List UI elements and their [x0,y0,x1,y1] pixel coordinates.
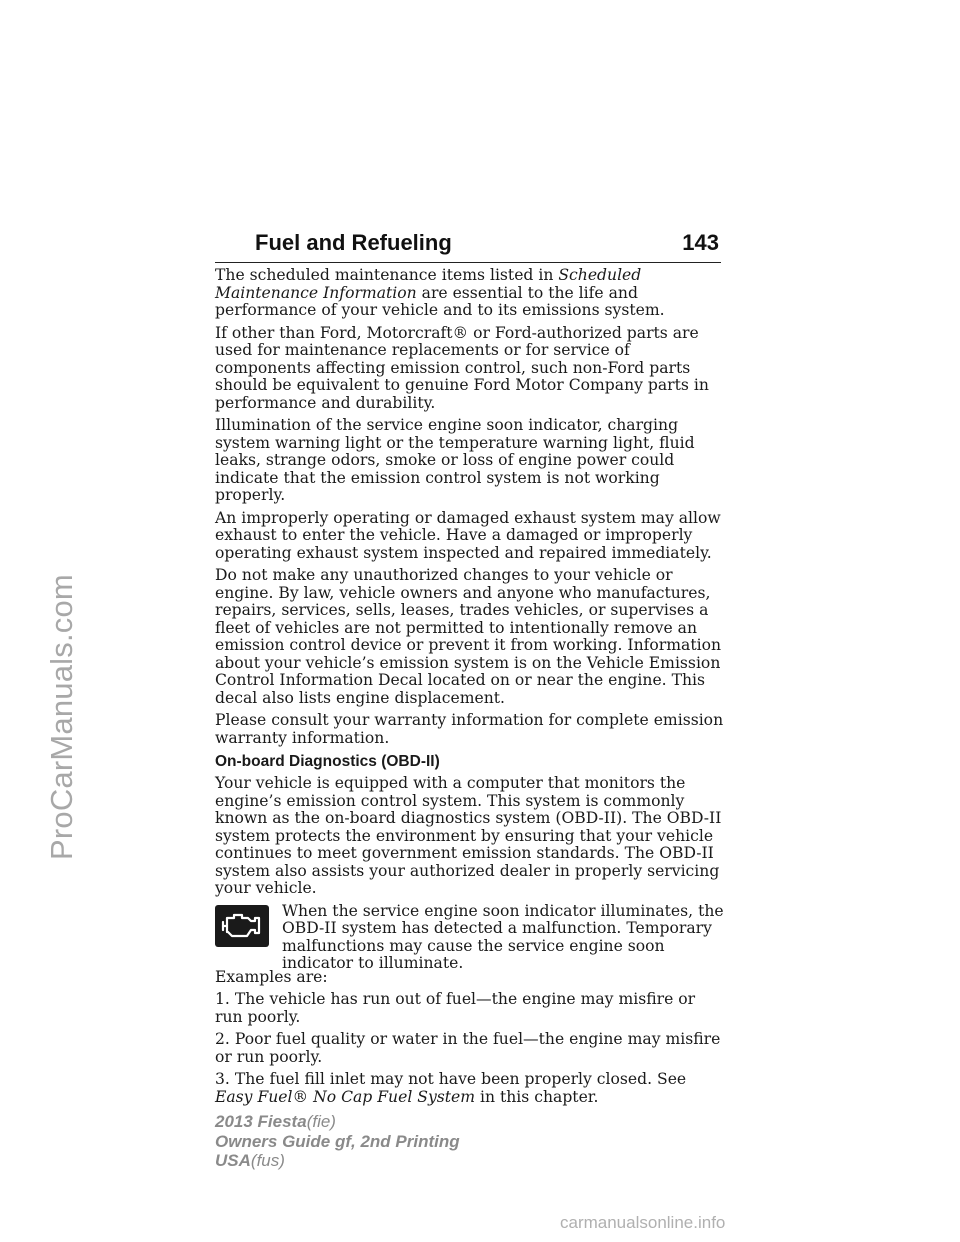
paragraph-obd-description: Your vehicle is equipped with a computer that monitors the engine’s emission control system. This system is commonly known as the on-board diagnostics system (OBD-II). The OBD-II system protects the environment by ensuring that your vehicle continues to meet government emission standards. The OBD-II system also assists your authorized dealer in properly servicing your vehicle. [215,774,722,897]
indicator-paragraph [215,903,727,973]
paragraph-maintenance: The scheduled maintenance items listed in Scheduled Maintenance Information are essential to the life and performance of your vehicle and to its emissions system. [215,266,665,319]
list-item-1: 1. The vehicle has run out of fuel—the engine may misfire or run poorly. [215,990,696,1026]
list-item-3: 3. The fuel fill inlet may not have been properly closed. See Easy Fuel® No Cap Fuel System in this chapter. [215,1070,687,1106]
side-watermark-text: ProCarManuals.com [44,574,79,860]
bottom-watermark: carmanualsonline.info [560,1213,726,1232]
check-engine-icon [215,905,269,947]
examples-label: Examples are: [215,967,328,986]
paragraph-unauthorized-changes: Do not make any unauthorized changes to your vehicle or engine. By law, vehicle owners and anyone who manufactures, repairs, services, sells, leases, trades vehicles, or supervises a fleet of vehicles are not permitted to intentionally remove an emission control device or prevent it from working. Information about your vehicle’s emission system is on the Vehicle Emission Control Information Decal located on or near the engine. This decal also lists engine displacement. [215,566,722,707]
page-header [215,228,721,263]
page-footer [215,1112,460,1171]
cross-reference-link: Easy Fuel® No Cap Fuel System [215,1087,476,1106]
check-engine-icon-graphic [215,905,269,947]
paragraph-exhaust: An improperly operating or damaged exhaust system may allow exhaust to enter the vehicle. Have a damaged or improperly operating exhaust system inspected and repaired immediately. [215,508,721,562]
footer-guide: Owners Guide gf, 2nd Printing [215,1131,460,1151]
paragraph-illumination: Illumination of the service engine soon indicator, charging system warning light or the temperature warning light, fluid leaks, strange odors, smoke or loss of engine power could indicate that the emission control system is not working properly. [215,416,695,504]
list-item-2: 2. Poor fuel quality or water in the fuel—the engine may misfire or run poorly. [215,1030,721,1066]
footer-model: 2013 Fiesta(fie) [215,1112,336,1131]
heading-obd: On-board Diagnostics (OBD-II) [215,753,440,770]
page-content [215,267,727,1111]
paragraph-parts: If other than Ford, Motorcraft® or Ford-authorized parts are used for maintenance replacements or for service of components affecting emission control, such non-Ford parts should be equivalent to genuine Ford Motor Company parts in performance and durability. [215,323,709,412]
paragraph-warranty: Please consult your warranty information for complete emission warranty information. [215,711,724,747]
page-number: 143 [682,230,719,255]
cross-reference-link: Scheduled Maintenance Information [215,266,642,302]
indicator-text: When the service engine soon indicator illuminates, the OBD-II system has detected a malfunction. Temporary malfunctions may cause the service engine soon indicator to illuminate. [282,901,724,972]
section-title: Fuel and Refueling [255,230,452,255]
footer-market: USA(fus) [215,1151,285,1170]
side-watermark [0,0,79,1242]
